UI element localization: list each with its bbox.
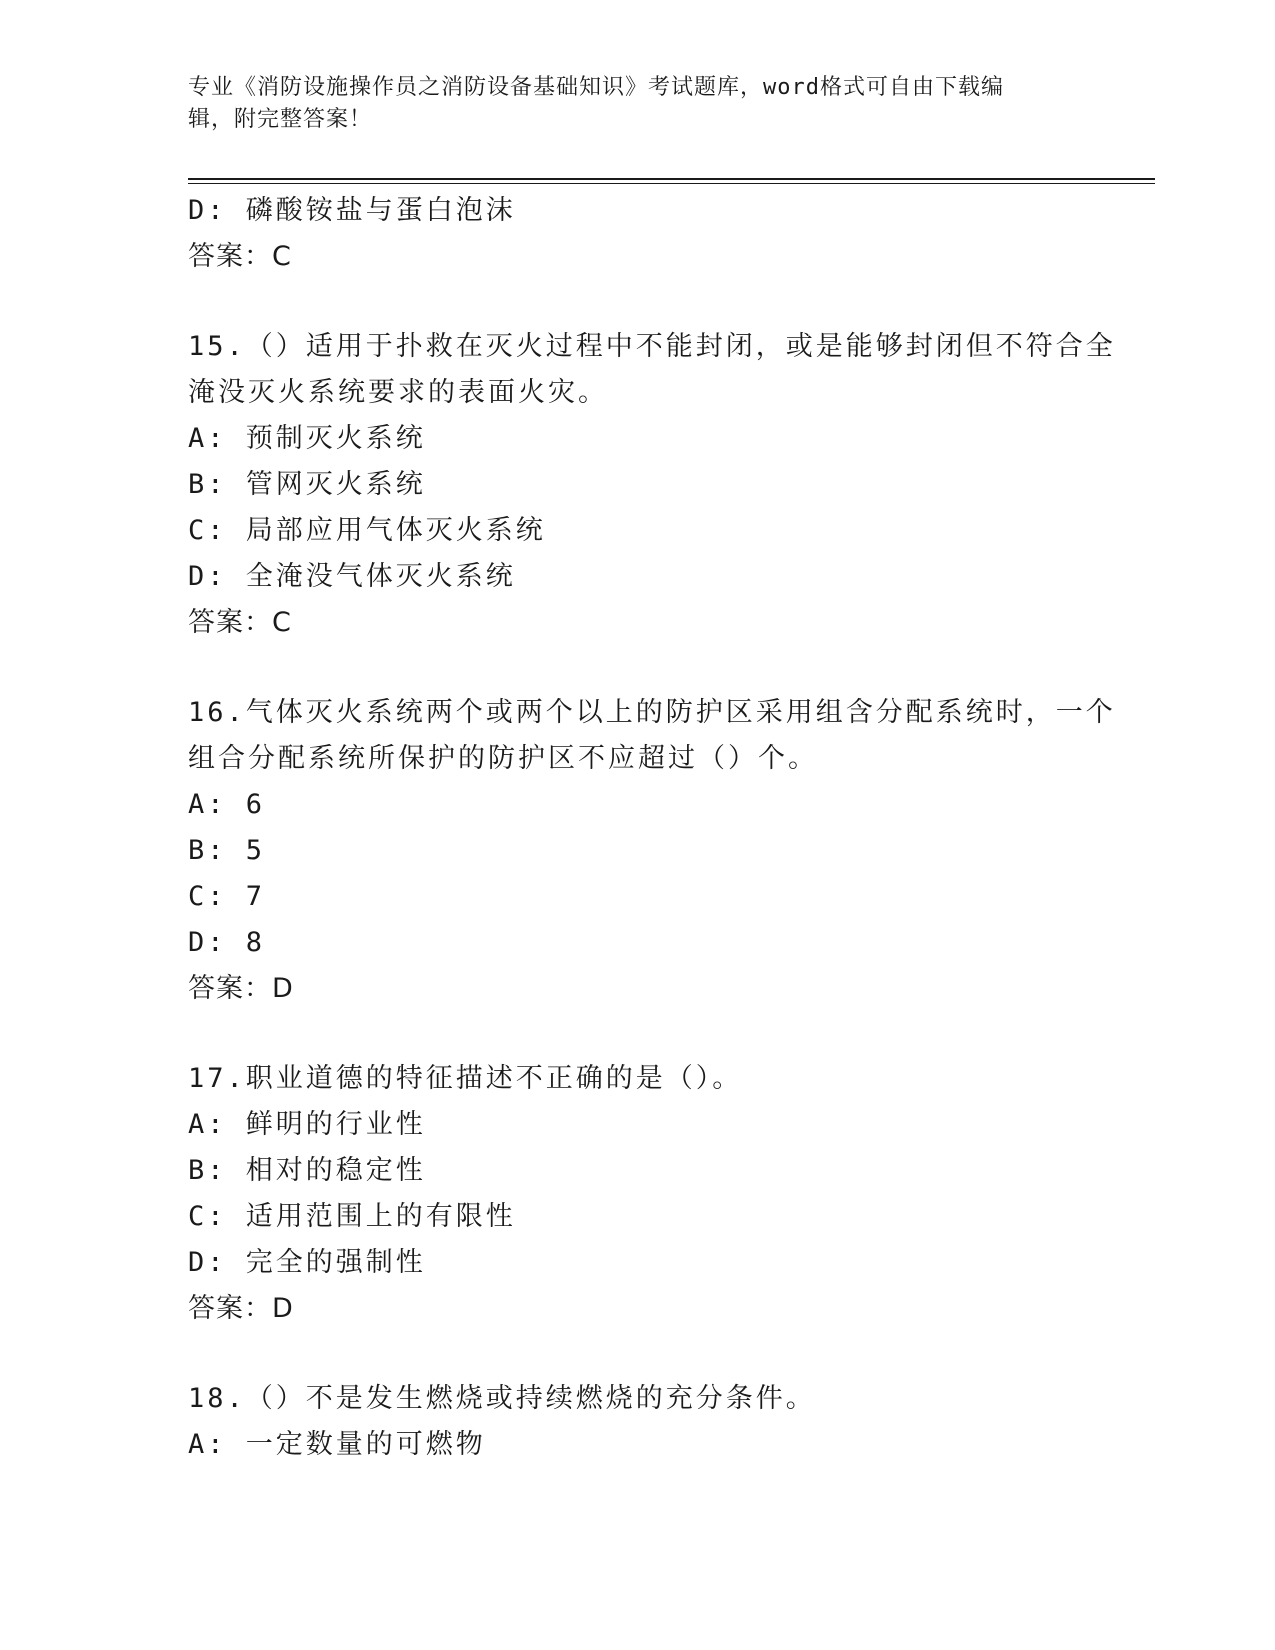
option-c: C: 适用范围上的有限性 [188, 1201, 516, 1232]
spacer [188, 1012, 1088, 1056]
question-stem: 15.（）适用于扑救在灭火过程中不能封闭，或是能够封闭但不符合全 [188, 331, 1116, 362]
option-c: C: 7 [188, 881, 266, 912]
header-divider-thin [188, 183, 1155, 184]
spacer [188, 280, 1088, 324]
option-d: D: 8 [188, 927, 266, 958]
option-b: B: 5 [188, 835, 266, 866]
spacer [188, 646, 1088, 690]
question-16 [188, 690, 1116, 1012]
question-stem: 16.气体灭火系统两个或两个以上的防护区采用组含分配系统时，一个 [188, 697, 1116, 728]
option-b: B: 管网灭火系统 [188, 469, 426, 500]
question-18 [188, 1376, 1088, 1468]
option-a: A: 一定数量的可燃物 [188, 1429, 486, 1460]
question-14-tail [188, 188, 1088, 280]
question-15 [188, 324, 1116, 646]
option-a: A: 6 [188, 789, 266, 820]
question-stem: 17.职业道德的特征描述不正确的是（）。 [188, 1063, 743, 1094]
option-d: D: 磷酸铵盐与蛋白泡沫 [188, 195, 516, 226]
option-c: C: 局部应用气体灭火系统 [188, 515, 546, 546]
question-list [188, 188, 1116, 1468]
option-d: D: 全淹没气体灭火系统 [188, 561, 516, 592]
option-a: A: 鲜明的行业性 [188, 1109, 426, 1140]
question-stem-continued: 淹没灭火系统要求的表面火灾。 [188, 377, 608, 408]
option-d: D: 完全的强制性 [188, 1247, 426, 1278]
spacer [188, 1332, 1088, 1376]
page-header [188, 72, 1088, 136]
answer: 答案：C [188, 607, 292, 638]
question-stem: 18.（）不是发生燃烧或持续燃烧的充分条件。 [188, 1383, 816, 1414]
question-17 [188, 1056, 1088, 1332]
header-line-2: 辑，附完整答案！ [188, 107, 373, 132]
header-divider-thick [188, 178, 1155, 180]
question-stem-continued: 组合分配系统所保护的防护区不应超过（）个。 [188, 743, 818, 774]
answer: 答案：C [188, 241, 292, 272]
answer: 答案：D [188, 1293, 294, 1324]
option-b: B: 相对的稳定性 [188, 1155, 426, 1186]
option-a: A: 预制灭火系统 [188, 423, 426, 454]
header-line-1: 专业《消防设施操作员之消防设备基础知识》考试题库，word格式可自由下载编 [188, 75, 1004, 100]
answer: 答案：D [188, 973, 294, 1004]
